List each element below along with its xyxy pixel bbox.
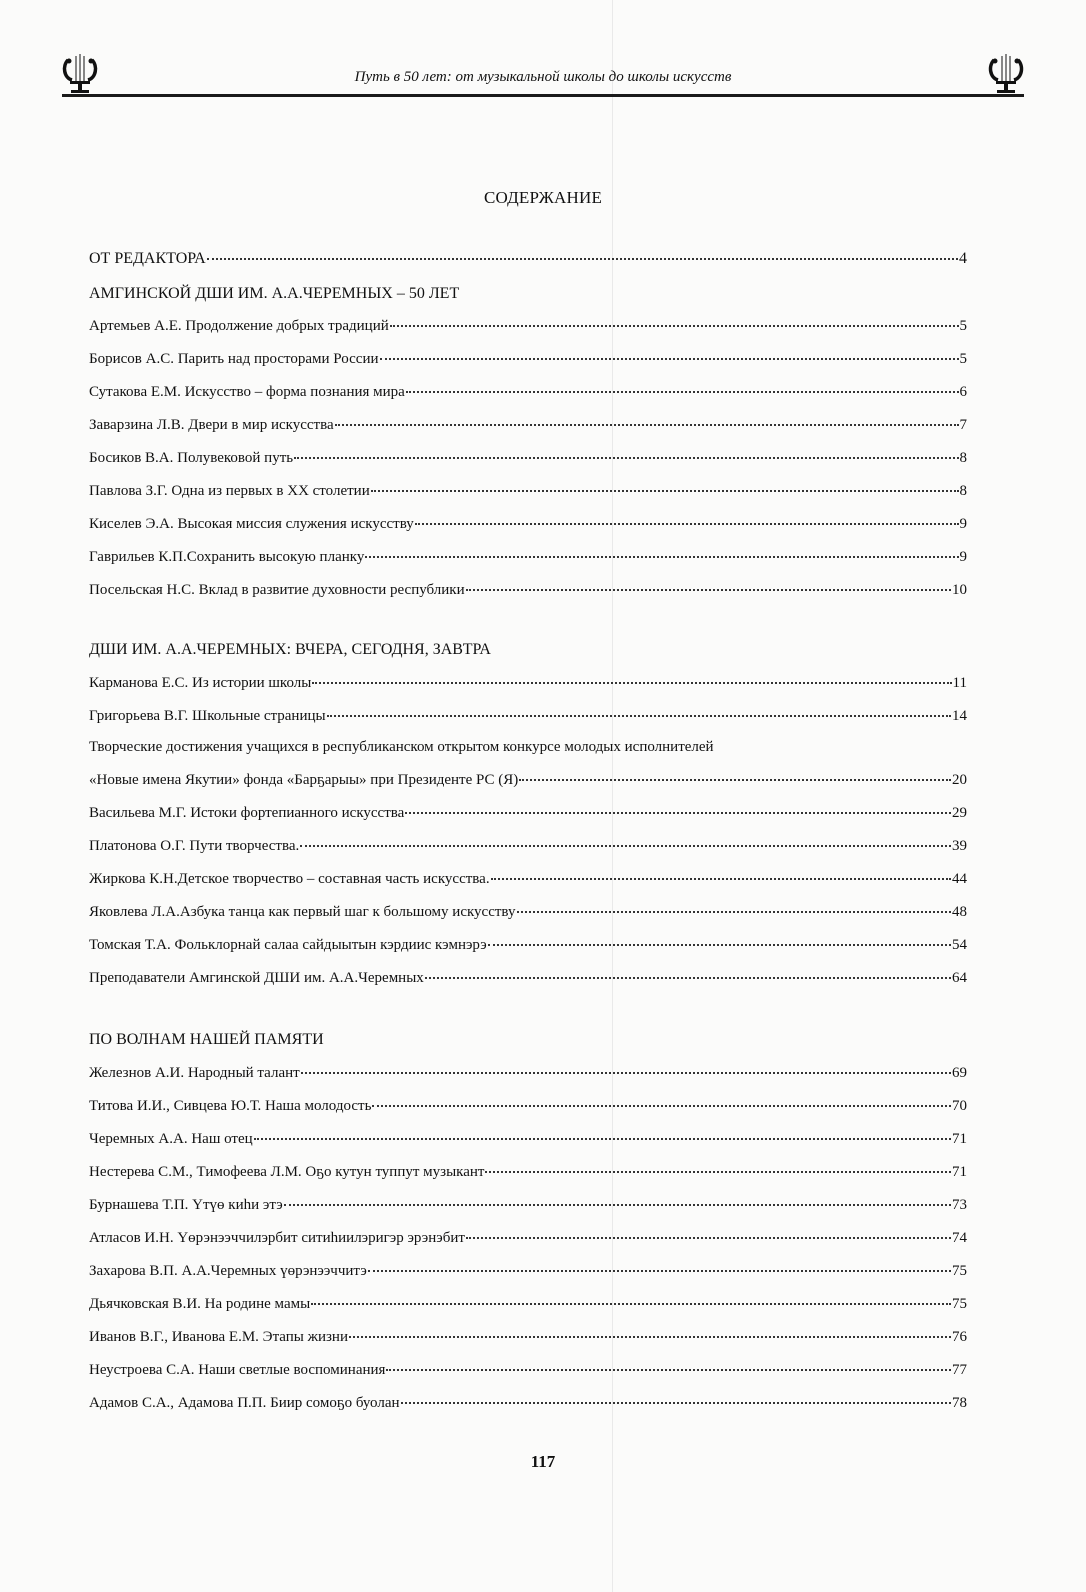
- entry-title: Черемных А.А. Наш отец: [89, 1131, 253, 1147]
- leader-dots: [371, 490, 959, 492]
- entry-title: Жиркова К.Н.Детское творчество – составная часть искусства.: [89, 871, 490, 887]
- entry-title: Неустроева С.А. Наши светлые воспоминания: [89, 1362, 386, 1378]
- toc-entry[interactable]: [89, 838, 967, 855]
- entry-page: 54: [952, 937, 967, 953]
- toc-entry[interactable]: [89, 351, 967, 368]
- entry-title: Павлова З.Г. Одна из первых в XX столетии: [89, 483, 370, 499]
- toc-entry[interactable]: [89, 1296, 967, 1313]
- toc-entry[interactable]: [89, 805, 967, 822]
- leader-dots: [519, 779, 951, 781]
- running-header: [62, 52, 1024, 100]
- entry-page: 69: [952, 1065, 967, 1081]
- toc-title: СОДЕРЖАНИЕ: [483, 188, 603, 207]
- entry-page: 8: [959, 483, 967, 499]
- leader-dots: [327, 715, 951, 717]
- leader-dots: [485, 1171, 951, 1173]
- toc-entry[interactable]: [89, 1098, 967, 1115]
- leader-dots: [294, 457, 958, 459]
- leader-dots: [405, 812, 951, 814]
- entry-title: Григорьева В.Г. Школьные страницы: [89, 708, 326, 724]
- toc-entry[interactable]: [89, 708, 967, 725]
- toc-entry[interactable]: [89, 937, 967, 954]
- toc-entry[interactable]: [89, 582, 967, 599]
- entry-title: Васильева М.Г. Истоки фортепианного искусства: [89, 805, 405, 821]
- toc-entry[interactable]: [89, 483, 967, 500]
- entry-page: 9: [959, 516, 967, 532]
- entry-page: 75: [952, 1263, 967, 1279]
- toc-entry[interactable]: [89, 1395, 967, 1412]
- leader-dots: [491, 878, 951, 880]
- entry-page: 64: [952, 970, 967, 986]
- entry-page: 48: [952, 904, 967, 920]
- entry-page: 29: [952, 805, 967, 821]
- entry-page: 8: [959, 450, 967, 466]
- entry-title: Яковлева Л.А.Азбука танца как первый шаг к большому искусству: [89, 904, 516, 920]
- entry-title: Артемьев А.Е. Продолжение добрых традиций: [89, 318, 389, 334]
- toc-entry[interactable]: [89, 450, 967, 467]
- entry-page: 70: [952, 1098, 967, 1114]
- leader-dots: [415, 523, 959, 525]
- toc-entry[interactable]: [89, 1263, 967, 1280]
- toc-entry[interactable]: [89, 904, 967, 921]
- section-heading: ПО ВОЛНАМ НАШЕЙ ПАМЯТИ: [89, 1031, 324, 1048]
- toc-entry[interactable]: [89, 871, 967, 888]
- leader-dots: [284, 1204, 951, 1206]
- entry-title: Атласов И.Н. Үөрэнээччилэрбит ситиһиилэригэр эрэнэбит: [89, 1230, 465, 1246]
- entry-title: Преподаватели Амгинской ДШИ им. А.А.Черемных: [89, 970, 424, 986]
- leader-dots: [368, 1270, 951, 1272]
- leader-dots: [466, 589, 951, 591]
- entry-title: Железнов А.И. Народный талант: [89, 1065, 300, 1081]
- leader-dots: [301, 1072, 951, 1074]
- entry-title: Бурнашева Т.П. Үтүө киһи этэ: [89, 1197, 283, 1213]
- entry-page: 39: [952, 838, 967, 854]
- entry-title: Дьячковская В.И. На родине мамы: [89, 1296, 311, 1312]
- toc-entry[interactable]: [89, 1131, 967, 1148]
- entry-page: 76: [952, 1329, 967, 1345]
- entry-title: Карманова Е.С. Из истории школы: [89, 675, 312, 691]
- entry-title: Нестерева С.М., Тимофеева Л.М. Оҕо кутун туппут музыкант: [89, 1164, 485, 1180]
- entry-title: Босиков В.А. Полувековой путь: [89, 450, 294, 466]
- entry-page: 9: [959, 549, 967, 565]
- toc-entry[interactable]: [89, 1164, 967, 1181]
- entry-page: 78: [952, 1395, 967, 1411]
- entry-title: Платонова О.Г. Пути творчества.: [89, 838, 300, 854]
- leader-dots: [425, 977, 951, 979]
- leader-dots: [335, 424, 959, 426]
- entry-title: Сутакова Е.М. Искусство – форма познания мира: [89, 384, 405, 400]
- entry-page: 6: [959, 384, 967, 400]
- entry-title: Киселев Э.А. Высокая миссия служения искусству: [89, 516, 414, 532]
- entry-page: 77: [952, 1362, 967, 1378]
- entry-page: 20: [952, 772, 967, 788]
- toc-entry[interactable]: [89, 970, 967, 987]
- toc-entry-editor[interactable]: [89, 250, 967, 268]
- entry-title: Заварзина Л.В. Двери в мир искусства: [89, 417, 334, 433]
- entry-title: «Новые имена Якутии» фонда «Барҕарыы» при Президенте РС (Я): [89, 772, 519, 788]
- leader-dots: [207, 258, 958, 260]
- leader-dots: [406, 391, 959, 393]
- entry-title: Титова И.И., Сивцева Ю.Т. Наша молодость: [89, 1098, 372, 1114]
- toc-entry[interactable]: [89, 1065, 967, 1082]
- entry-page: 14: [952, 708, 967, 724]
- entry-page: 10: [952, 582, 967, 598]
- entry-page: 74: [952, 1230, 967, 1246]
- leader-dots: [488, 944, 951, 946]
- entry-title: Томская Т.А. Фольклорнай салаа сайдыытын кэрдиис кэмнэрэ: [89, 937, 487, 953]
- entry-page: 11: [952, 675, 967, 691]
- entry-title: ОТ РЕДАКТОРА: [89, 250, 206, 267]
- entry-page: 71: [952, 1164, 967, 1180]
- toc-entry[interactable]: [89, 1197, 967, 1214]
- page-gutter-shadow: [612, 0, 613, 1592]
- section-heading: ДШИ ИМ. А.А.ЧЕРЕМНЫХ: ВЧЕРА, СЕГОДНЯ, ЗАВТРА: [89, 641, 491, 658]
- leader-dots: [349, 1336, 951, 1338]
- entry-page: 71: [952, 1131, 967, 1147]
- toc-entry[interactable]: [89, 318, 967, 335]
- leader-dots: [390, 325, 959, 327]
- entry-title: Захарова В.П. А.А.Черемных үөрэнээччитэ: [89, 1263, 367, 1279]
- toc-entry[interactable]: [89, 675, 967, 692]
- leader-dots: [466, 1237, 951, 1239]
- running-title: Путь в 50 лет: от музыкальной школы до школы искусств: [354, 69, 732, 85]
- leader-dots: [386, 1369, 951, 1371]
- leader-dots: [401, 1402, 951, 1404]
- entry-page: 4: [959, 250, 967, 267]
- leader-dots: [372, 1105, 951, 1107]
- leader-dots: [517, 911, 952, 913]
- toc-entry[interactable]: [89, 1230, 967, 1247]
- leader-dots: [254, 1138, 951, 1140]
- entry-page: 75: [952, 1296, 967, 1312]
- entry-title: Адамов С.А., Адамова П.П. Биир сомоҕо буолан: [89, 1395, 400, 1411]
- entry-page: 7: [959, 417, 967, 433]
- header-rule: [62, 94, 1024, 97]
- toc-entry[interactable]: [89, 516, 967, 533]
- leader-dots: [365, 556, 958, 558]
- entry-title: Иванов В.Г., Иванова Е.М. Этапы жизни: [89, 1329, 348, 1345]
- page-number: 117: [530, 1452, 556, 1471]
- section-heading: АМГИНСКОЙ ДШИ ИМ. А.А.ЧЕРЕМНЫХ – 50 ЛЕТ: [89, 285, 460, 302]
- toc-entry[interactable]: [89, 1329, 967, 1346]
- entry-title-line1: Творческие достижения учащихся в республиканском открытом конкурсе молодых исполнителей: [89, 739, 714, 755]
- toc-entry[interactable]: [89, 1362, 967, 1379]
- toc-entry[interactable]: [89, 384, 967, 401]
- leader-dots: [300, 845, 951, 847]
- leader-dots: [312, 682, 951, 684]
- entry-page: 5: [959, 318, 967, 334]
- entry-title: Посельская Н.С. Вклад в развитие духовности республики: [89, 582, 465, 598]
- entry-page: 5: [959, 351, 967, 367]
- entry-title: Гаврильев К.П.Сохранить высокую планку: [89, 549, 365, 565]
- entry-title: Борисов А.С. Парить над просторами России: [89, 351, 379, 367]
- toc-entry[interactable]: [89, 772, 967, 789]
- leader-dots: [311, 1303, 951, 1305]
- entry-page: 44: [952, 871, 967, 887]
- lyre-icon: [988, 52, 1024, 96]
- leader-dots: [380, 358, 959, 360]
- entry-page: 73: [952, 1197, 967, 1213]
- toc-entry[interactable]: [89, 417, 967, 434]
- toc-entry[interactable]: [89, 549, 967, 566]
